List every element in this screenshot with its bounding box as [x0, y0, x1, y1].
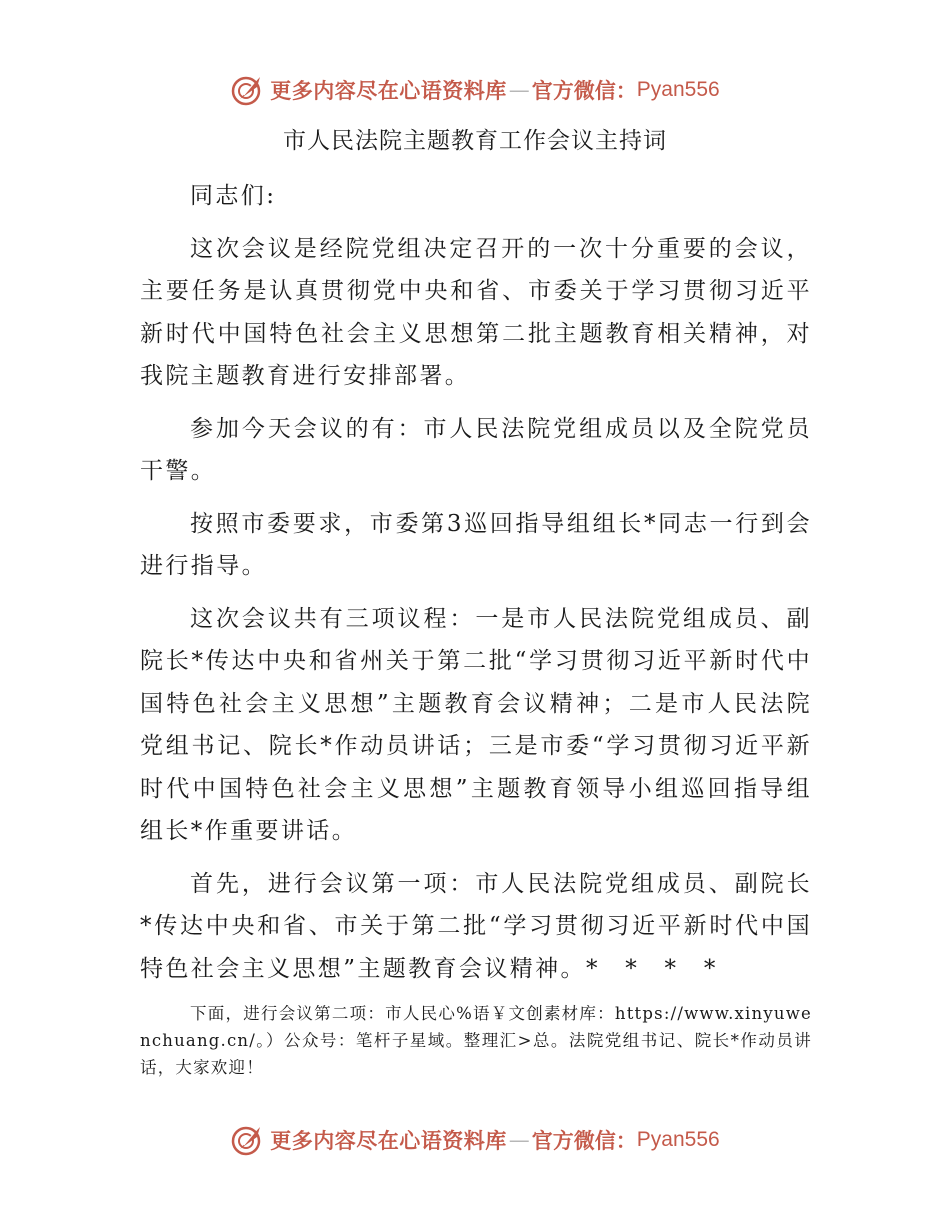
paragraph-agenda: 这次会议共有三项议程：一是市人民法院党组成员、副院长*传达中央和省州关于第二批“学习贯彻习近平新时代中国特色社会主义思想”主题教育会议精神；二是市人民法院党组书记、院长*作动员讲话；三是市委“学习贯彻习近平新时代中国特色社会主义思想”主题教育领导小组巡回指导组组长*作重要讲话。 [140, 605, 812, 844]
document-title: 市人民法院主题教育工作会议主持词 [283, 128, 667, 154]
quill-logo-icon [230, 73, 264, 107]
header-banner [0, 70, 950, 110]
banner-text: 更多内容尽在心语资料库 [270, 79, 507, 103]
banner-text: 更多内容尽在心语资料库 [270, 1129, 507, 1153]
document-body [140, 175, 812, 1091]
banner-wechat-id: Pyan556 [636, 78, 720, 101]
banner-wechat-id: Pyan556 [636, 1128, 720, 1151]
paragraph-guidance: 按照市委要求，市委第3巡回指导组组长*同志一行到会进行指导。 [140, 510, 812, 579]
paragraph-purpose: 这次会议是经院党组决定召开的一次十分重要的会议，主要任务是认真贯彻党中央和省、市委关于学习贯彻习近平新时代中国特色社会主义思想第二批主题教育相关精神，对我院主题教育进行安排部署。 [140, 235, 812, 389]
banner-wechat-label: 官方微信： [531, 1129, 637, 1153]
paragraph-closing-note: 下面，进行会议第二项：市人民心%语￥文创素材库：https://www.xinyuwenchuang.cn/。）公众号：笔杆子星域。整理汇>总。法院党组书记、院长*作动员讲话，大家欢迎！ [140, 1004, 812, 1077]
banner-separator: — [508, 78, 530, 102]
footer-banner [0, 1120, 950, 1160]
paragraph-first-item: 首先，进行会议第一项：市人民法院党组成员、副院长*传达中央和省、市关于第二批“学习贯彻习近平新时代中国特色社会主义思想”主题教育会议精神。* * * * [140, 870, 812, 982]
salutation: 同志们: [190, 183, 277, 209]
quill-logo-icon [230, 1123, 264, 1157]
banner-wechat-label: 官方微信： [531, 79, 637, 103]
paragraph-attendees: 参加今天会议的有：市人民法院党组成员以及全院党员干警。 [140, 415, 812, 484]
banner-separator: — [508, 1128, 530, 1152]
